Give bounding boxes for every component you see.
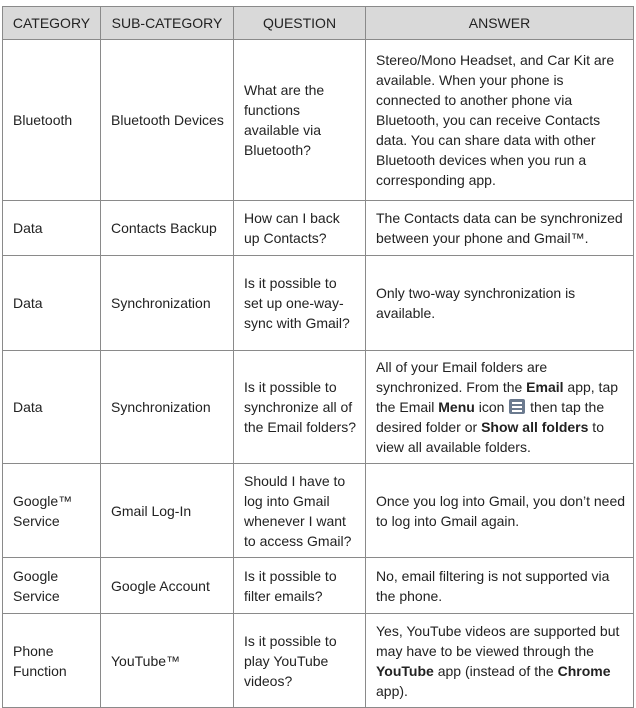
answer-text: Only two-way synchronization is available. [376, 285, 576, 321]
table-row [3, 558, 634, 614]
table-row [3, 201, 634, 256]
answer-text: Stereo/Mono Headset, and Car Kit are available. When your phone is connected to another phone via Bluetooth, you can receive Contacts data. You can share data with other Bluetooth devices when you run a corresponding app. [376, 52, 615, 188]
subcategory-cell: YouTube™ [101, 614, 234, 708]
category-cell: Google™ Service [3, 464, 101, 558]
subcategory-cell: Bluetooth Devices [101, 40, 234, 201]
header-question: QUESTION [234, 7, 366, 40]
question-cell: Is it possible to play YouTube videos? [234, 614, 366, 708]
header-row [3, 7, 634, 40]
question-cell: What are the functions available via Bluetooth? [234, 40, 366, 201]
subcategory-cell: Google Account [101, 558, 234, 614]
menu-icon [509, 399, 525, 414]
table-row [3, 614, 634, 708]
header-subcategory: SUB-CATEGORY [101, 7, 234, 40]
answer-cell [366, 351, 634, 464]
table-row [3, 40, 634, 201]
category-cell: Data [3, 201, 101, 256]
subcategory-cell: Synchronization [101, 256, 234, 351]
answer-text: No, email filtering is not supported via the phone. [376, 567, 610, 604]
question-cell: Is it possible to synchronize all of the Email folders? [234, 351, 366, 464]
question-cell: Should I have to log into Gmail whenever I want to access Gmail? [234, 464, 366, 558]
answer-text: All of your Email folders are synchronized. From the [376, 359, 548, 395]
category-cell: Phone Function [3, 614, 101, 708]
answer-cell [366, 40, 634, 201]
table-row [3, 256, 634, 351]
table-row [3, 351, 634, 464]
category-cell: Bluetooth [3, 40, 101, 201]
answer-cell [366, 201, 634, 256]
answer-cell [366, 464, 634, 558]
subcategory-cell: Synchronization [101, 351, 234, 464]
category-cell: Google Service [3, 558, 101, 614]
answer-text: The Contacts data can be synchronized between your phone and Gmail™. [376, 210, 623, 246]
answer-cell [366, 256, 634, 351]
answer-text: Yes, YouTube videos are supported but may have to be viewed through the [376, 622, 620, 659]
answer-bold-email: Email [526, 379, 564, 395]
faq-table [2, 6, 634, 708]
header-answer: ANSWER [366, 7, 634, 40]
question-cell: Is it possible to filter emails? [234, 558, 366, 614]
question-cell: Is it possible to set up one-way-sync with Gmail? [234, 256, 366, 351]
subcategory-cell: Contacts Backup [101, 201, 234, 256]
answer-text: Once you log into Gmail, you don’t need to log into Gmail again. [376, 492, 626, 529]
answer-text: app (instead of the [433, 662, 558, 679]
answer-cell [366, 558, 634, 614]
answer-bold-chrome: Chrome [557, 662, 611, 679]
subcategory-cell: Gmail Log-In [101, 464, 234, 558]
question-cell: How can I back up Contacts? [234, 201, 366, 256]
answer-text: then tap the desired folder or [376, 399, 605, 435]
header-category: CATEGORY [3, 7, 101, 40]
answer-text: to view all available folders. [376, 419, 604, 455]
category-cell: Data [3, 351, 101, 464]
category-cell: Data [3, 256, 101, 351]
answer-text: icon [474, 399, 509, 415]
answer-text: app, tap the Email [376, 379, 619, 415]
table-row [3, 464, 634, 558]
answer-bold-show-all-folders: Show all folders [481, 419, 589, 435]
answer-text: app). [376, 682, 408, 699]
answer-bold-menu: Menu [438, 399, 475, 415]
answer-cell [366, 614, 634, 708]
answer-bold-youtube: YouTube [376, 662, 434, 679]
